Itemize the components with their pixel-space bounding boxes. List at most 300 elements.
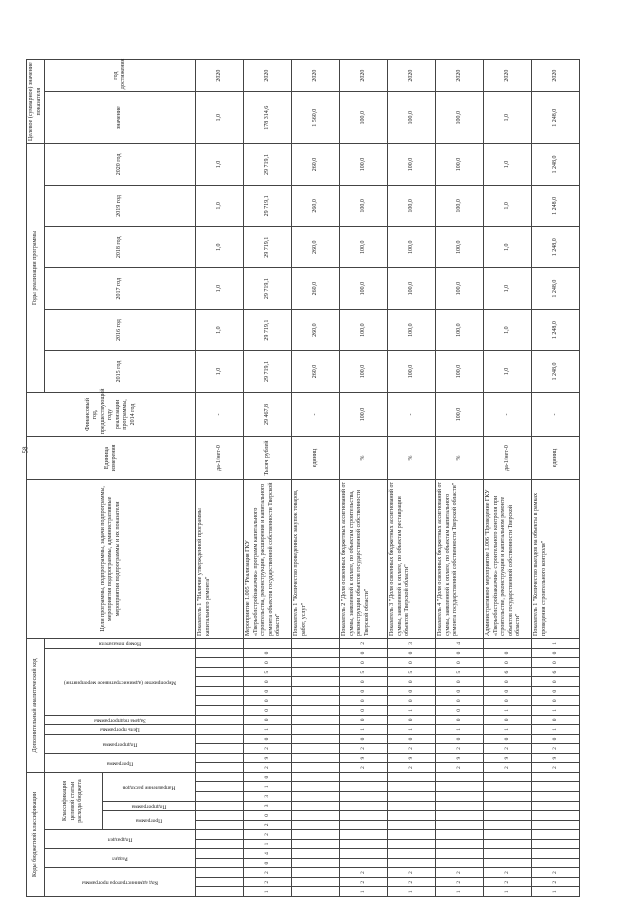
unit-cell: % [436, 437, 484, 479]
code-digit-cell [340, 782, 388, 792]
value-cell-y2020: 1,0 [196, 144, 244, 185]
code-digit-cell: 2 [340, 639, 388, 649]
code-digit-cell: 5 [340, 667, 388, 677]
unit-cell: единиц [532, 437, 580, 479]
code-digit-cell [196, 839, 244, 849]
table-row [532, 60, 580, 897]
value-cell-fin: 100,0 [436, 392, 484, 437]
value-cell-y2015: 1,0 [484, 351, 532, 392]
code-digit-cell [292, 667, 340, 677]
program-indicators-table [26, 59, 580, 897]
value-cell-fin: - [532, 392, 580, 437]
value-cell-tyear: 2020 [196, 60, 244, 92]
code-digit-cell: 0 [436, 696, 484, 706]
unit-cell: % [388, 437, 436, 479]
code-digit-cell [484, 830, 532, 840]
value-cell-tval: 178 314,6 [244, 92, 292, 144]
code-digit-cell: 0 [484, 648, 532, 658]
code-digit-cell: 0 [532, 686, 580, 696]
cel-programmy-header: Цель программы [45, 725, 196, 735]
year-2019-header: 2019 год [45, 185, 196, 226]
table-body [196, 60, 580, 897]
code-digit-cell [436, 801, 484, 811]
code-digit-cell: 1 [340, 887, 388, 897]
code-digit-cell [196, 667, 244, 677]
code-digit-cell: 2 [340, 763, 388, 773]
code-digit-cell [388, 782, 436, 792]
code-digit-cell: 0 [532, 658, 580, 668]
code-digit-cell [292, 715, 340, 725]
value-cell-y2020: 29 719,1 [244, 144, 292, 185]
table-row [484, 60, 532, 897]
code-digit-cell: 2 [532, 877, 580, 887]
code-digit-cell: 1 [388, 725, 436, 735]
value-cell-y2015: 1,0 [196, 351, 244, 392]
code-digit-cell: 0 [244, 696, 292, 706]
code-digit-cell: 2 [388, 744, 436, 754]
code-digit-cell: 2 [340, 877, 388, 887]
value-cell-y2020: 100,0 [436, 144, 484, 185]
code-digit-cell [196, 753, 244, 763]
value-cell-y2017: 100,0 [340, 268, 388, 309]
code-digit-cell [484, 782, 532, 792]
code-digit-cell [388, 830, 436, 840]
code-digit-cell: 2 [244, 744, 292, 754]
zadacha-header: Задача подпрограммы [45, 715, 196, 725]
code-digit-cell [244, 639, 292, 649]
code-digit-cell: 0 [340, 706, 388, 716]
unit-column-header: Единица измерения [27, 437, 196, 479]
code-digit-cell [292, 801, 340, 811]
code-digit-cell: 1 [340, 725, 388, 735]
value-cell-y2019: 1,0 [196, 185, 244, 226]
table-row [292, 60, 340, 897]
code-digit-cell [292, 791, 340, 801]
code-digit-cell [292, 887, 340, 897]
code-digit-cell: 2 [388, 868, 436, 878]
value-cell-y2015: 260,0 [292, 351, 340, 392]
value-cell-y2016: 1 248,0 [532, 309, 580, 350]
code-digit-cell: 0 [436, 686, 484, 696]
value-cell-y2015: 100,0 [340, 351, 388, 392]
code-digit-cell: 0 [484, 658, 532, 668]
code-digit-cell: 0 [388, 677, 436, 687]
indicator-name-cell: Административное мероприятие 1.006 "Проведение ГКУ «Тверьоблстройзаказчик» строительного контроля при строительстве, реконструкции и капитальном ремонте объектов государственной собственности Тверской области" [484, 479, 532, 638]
value-cell-y2016: 100,0 [388, 309, 436, 350]
code-digit-cell [388, 791, 436, 801]
code-digit-cell [388, 858, 436, 868]
value-cell-tval: 1,0 [484, 92, 532, 144]
code-digit-cell [388, 772, 436, 782]
value-cell-y2016: 100,0 [340, 309, 388, 350]
code-digit-cell: 0 [436, 715, 484, 725]
code-digit-cell: 1 [532, 639, 580, 649]
value-cell-y2016: 1,0 [196, 309, 244, 350]
code-digit-cell [292, 858, 340, 868]
code-digit-cell: 0 [244, 648, 292, 658]
razdel-header: Раздел [45, 849, 196, 868]
podrazdel-header: Подраздел [45, 830, 196, 849]
code-digit-cell [292, 696, 340, 706]
code-digit-cell: 2 [436, 868, 484, 878]
code-digit-cell: 0 [484, 715, 532, 725]
target-year-header: год достижения [45, 60, 196, 92]
code-digit-cell: 0 [340, 734, 388, 744]
code-digit-cell: 2 [244, 763, 292, 773]
code-digit-cell [388, 849, 436, 859]
code-digit-cell: 4 [436, 639, 484, 649]
programma-header: Программа [103, 811, 196, 830]
code-digit-cell [292, 868, 340, 878]
code-digit-cell: 5 [388, 667, 436, 677]
code-digit-cell [292, 744, 340, 754]
page-number: 58 [21, 446, 30, 454]
code-digit-cell [292, 830, 340, 840]
code-digit-cell [292, 849, 340, 859]
header-row-1 [27, 60, 45, 897]
code-digit-cell: 1 [388, 706, 436, 716]
code-digit-cell [484, 849, 532, 859]
code-digit-cell: 0 [532, 715, 580, 725]
code-digit-cell [436, 839, 484, 849]
value-cell-y2015: 1 248,0 [532, 351, 580, 392]
code-digit-cell [340, 811, 388, 821]
value-cell-tyear: 2020 [244, 60, 292, 92]
value-cell-y2016: 260,0 [292, 309, 340, 350]
code-digit-cell: 0 [484, 677, 532, 687]
code-digit-cell [292, 782, 340, 792]
code-digit-cell: 0 [532, 696, 580, 706]
year-2018-header: 2018 год [45, 227, 196, 268]
code-digit-cell: 3 [388, 639, 436, 649]
code-digit-cell [484, 839, 532, 849]
code-digit-cell: 2 [484, 868, 532, 878]
code-digit-cell: 1 [244, 782, 292, 792]
meropriyatie-header: Мероприятие (административное мероприятие) [45, 648, 196, 715]
code-digit-cell [196, 791, 244, 801]
code-digit-cell [196, 877, 244, 887]
code-digit-cell [532, 782, 580, 792]
code-digit-cell [532, 772, 580, 782]
code-digit-cell: 1 [532, 706, 580, 716]
code-digit-cell: 9 [484, 753, 532, 763]
code-digit-cell [292, 811, 340, 821]
code-digit-cell [436, 791, 484, 801]
code-digit-cell: 0 [340, 686, 388, 696]
value-cell-y2020: 100,0 [340, 144, 388, 185]
rotated-page-content [26, 59, 614, 897]
code-digit-cell: 1 [532, 725, 580, 735]
addcode-group-header: Дополнительный аналитический код [27, 639, 45, 773]
value-cell-y2019: 260,0 [292, 185, 340, 226]
code-digit-cell: 0 [388, 734, 436, 744]
code-digit-cell [436, 849, 484, 859]
code-digit-cell [532, 791, 580, 801]
code-digit-cell [196, 715, 244, 725]
code-digit-cell: 2 [436, 763, 484, 773]
table-row [244, 60, 292, 897]
code-digit-cell: 2 [244, 820, 292, 830]
code-digit-cell: 2 [532, 763, 580, 773]
code-digit-cell [436, 811, 484, 821]
code-digit-cell: 6 [532, 667, 580, 677]
value-cell-tyear: 2020 [388, 60, 436, 92]
code-digit-cell: 0 [388, 715, 436, 725]
code-digit-cell [532, 849, 580, 859]
code-digit-cell: 1 [532, 887, 580, 897]
code-digit-cell [292, 877, 340, 887]
code-digit-cell [436, 820, 484, 830]
value-cell-tyear: 2020 [436, 60, 484, 92]
value-cell-y2020: 100,0 [388, 144, 436, 185]
value-cell-y2016: 1,0 [484, 309, 532, 350]
code-digit-cell: 6 [484, 667, 532, 677]
target-group-header: Целевое (суммарное) значение показателя [27, 60, 45, 144]
code-digit-cell: 0 [388, 648, 436, 658]
fin-year-header: Финансовый год, предшествующий году реализации программы, 2014 год [27, 392, 196, 437]
indicator-name-cell: Показатель 4 "Доля освоенных бюджетных ассигнований от суммы, заявленной к оплате, по объектам капитального ремонта государственной собственности Тверской области" [436, 479, 484, 638]
value-cell-tval: 1 560,0 [292, 92, 340, 144]
code-digit-cell: 5 [244, 667, 292, 677]
code-digit-cell [388, 820, 436, 830]
code-digit-cell: 1 [436, 887, 484, 897]
code-digit-cell [292, 648, 340, 658]
code-digit-cell: 9 [532, 753, 580, 763]
code-digit-cell [340, 801, 388, 811]
value-cell-y2015: 100,0 [436, 351, 484, 392]
value-cell-tval: 100,0 [436, 92, 484, 144]
code-digit-cell [388, 839, 436, 849]
code-digit-cell [292, 763, 340, 773]
napravlenie-header: Направление расходов [103, 772, 196, 801]
code-digit-cell [292, 658, 340, 668]
value-cell-y2019: 29 719,1 [244, 185, 292, 226]
code-digit-cell [340, 820, 388, 830]
code-digit-cell [196, 820, 244, 830]
code-digit-cell: 0 [340, 715, 388, 725]
code-digit-cell [436, 782, 484, 792]
code-digit-cell: 9 [340, 753, 388, 763]
code-digit-cell: 0 [484, 734, 532, 744]
value-cell-y2017: 100,0 [436, 268, 484, 309]
code-digit-cell [532, 811, 580, 821]
code-digit-cell: 0 [244, 658, 292, 668]
code-digit-cell: 2 [484, 877, 532, 887]
code-digit-cell: 0 [244, 811, 292, 821]
unit-cell: единиц [292, 437, 340, 479]
code-digit-cell: 4 [244, 849, 292, 859]
code-digit-cell [196, 858, 244, 868]
value-cell-y2020: 1,0 [484, 144, 532, 185]
code-digit-cell [196, 696, 244, 706]
code-digit-cell: 0 [484, 686, 532, 696]
code-digit-cell: 0 [532, 734, 580, 744]
value-cell-y2019: 1,0 [484, 185, 532, 226]
code-digit-cell: 0 [436, 658, 484, 668]
value-cell-tyear: 2020 [292, 60, 340, 92]
value-cell-fin: - [292, 392, 340, 437]
code-digit-cell: 2 [388, 763, 436, 773]
value-cell-y2015: 100,0 [388, 351, 436, 392]
code-digit-cell [484, 820, 532, 830]
code-digit-cell: 5 [436, 667, 484, 677]
code-digit-cell [292, 753, 340, 763]
code-digit-cell: 2 [340, 868, 388, 878]
code-digit-cell: 0 [532, 648, 580, 658]
value-cell-fin: - [484, 392, 532, 437]
indicator-name-cell: Мероприятие 1.005 "Реализация ГКУ «Тверьоблстройзаказчик» программ капитального строительства, реконструкции, расширения и капитального ремонта объектов государственной собственности Тверской области" [244, 479, 292, 638]
code-digit-cell [484, 772, 532, 782]
code-digit-cell [292, 820, 340, 830]
podprogramma-header: Подпрограмма [103, 801, 196, 811]
value-cell-y2015: 29 719,1 [244, 351, 292, 392]
code-digit-cell [340, 772, 388, 782]
table-row [436, 60, 484, 897]
code-digit-cell [196, 677, 244, 687]
value-cell-y2018: 29 719,1 [244, 227, 292, 268]
value-cell-y2018: 100,0 [436, 227, 484, 268]
code-digit-cell [196, 849, 244, 859]
value-cell-y2019: 100,0 [340, 185, 388, 226]
code-digit-cell [484, 639, 532, 649]
code-digit-cell [532, 801, 580, 811]
code-digit-cell: 1 [244, 839, 292, 849]
code-digit-cell: 0 [244, 715, 292, 725]
unit-cell: да-1/нет-0 [484, 437, 532, 479]
code-digit-cell: 0 [244, 677, 292, 687]
year-2020-header: 2020 год [45, 144, 196, 185]
code-digit-cell [196, 706, 244, 716]
code-digit-cell: 2 [244, 830, 292, 840]
code-digit-cell [340, 830, 388, 840]
value-cell-tyear: 2020 [340, 60, 388, 92]
value-cell-y2016: 100,0 [436, 309, 484, 350]
code-digit-cell: 0 [388, 696, 436, 706]
value-cell-y2017: 1 248,0 [532, 268, 580, 309]
value-cell-tyear: 2020 [484, 60, 532, 92]
value-cell-y2019: 100,0 [388, 185, 436, 226]
code-digit-cell [340, 858, 388, 868]
code-digit-cell: 0 [388, 686, 436, 696]
code-digit-cell [388, 801, 436, 811]
code-digit-cell: 0 [244, 858, 292, 868]
code-digit-cell: 0 [244, 706, 292, 716]
code-digit-cell [196, 772, 244, 782]
value-cell-fin: 29 467,8 [244, 392, 292, 437]
code-digit-cell: 2 [484, 763, 532, 773]
value-cell-y2018: 260,0 [292, 227, 340, 268]
code-digit-cell: 3 [244, 791, 292, 801]
value-cell-y2018: 100,0 [388, 227, 436, 268]
year-2016-header: 2016 год [45, 309, 196, 350]
csr-group-header: Классификация целевой статьи расхода бюджета [45, 772, 103, 829]
code-digit-cell: 9 [436, 753, 484, 763]
indicator-name-cell: Показатель 1 "Количество проведенных закупок товаров, работ, услуг" [292, 479, 340, 638]
indicator-name-cell: Показатель 2 "Доля освоенных бюджетных ассигнований от суммы, заявленной к оплате, по объектам строительства, реконструкции объектов государственной собственности Тверской области" [340, 479, 388, 638]
code-digit-cell [436, 830, 484, 840]
add-programma-header: Программа [45, 753, 196, 772]
code-digit-cell [340, 849, 388, 859]
value-cell-y2017: 260,0 [292, 268, 340, 309]
code-digit-cell: 0 [340, 648, 388, 658]
code-digit-cell: 2 [244, 868, 292, 878]
value-cell-y2017: 1,0 [196, 268, 244, 309]
code-digit-cell [340, 839, 388, 849]
code-digit-cell [340, 791, 388, 801]
table-row [388, 60, 436, 897]
code-digit-cell: 0 [388, 658, 436, 668]
code-digit-cell [196, 801, 244, 811]
value-cell-tval: 100,0 [388, 92, 436, 144]
code-digit-cell: 1 [436, 725, 484, 735]
code-digit-cell: 1 [388, 887, 436, 897]
admin-code-header: Код администратора программы [45, 868, 196, 897]
code-digit-cell [196, 734, 244, 744]
code-digit-cell: 9 [244, 753, 292, 763]
value-cell-y2019: 1 248,0 [532, 185, 580, 226]
code-digit-cell [484, 791, 532, 801]
indicator-name-cell: Показатель 1 "Наличие утвержденной программы капитального ремонта" [196, 479, 244, 638]
value-cell-y2020: 1 248,0 [532, 144, 580, 185]
code-digit-cell [532, 858, 580, 868]
code-digit-cell: 0 [532, 677, 580, 687]
code-digit-cell: 1 [244, 725, 292, 735]
code-digit-cell [532, 839, 580, 849]
unit-cell: Тысяч рублей [244, 437, 292, 479]
code-digit-cell: 2 [388, 877, 436, 887]
code-digit-cell [532, 830, 580, 840]
code-digit-cell [292, 772, 340, 782]
code-digit-cell: 2 [340, 744, 388, 754]
code-digit-cell [292, 677, 340, 687]
code-digit-cell: 0 [340, 677, 388, 687]
value-cell-y2018: 1 248,0 [532, 227, 580, 268]
years-group-header: Годы реализации программы [27, 144, 45, 392]
indicator-name-cell: Показатель 3 "Доля освоенных бюджетных ассигнований от суммы, заявленной к оплате, по объектам реставрации объектов Тверской области" [388, 479, 436, 638]
unit-cell: да-1/нет-0 [196, 437, 244, 479]
target-value-header: значение [45, 92, 196, 144]
value-cell-tyear: 2020 [532, 60, 580, 92]
add-podprogramma-header: Подпрограмма [45, 734, 196, 753]
value-cell-y2018: 1,0 [196, 227, 244, 268]
code-digit-cell: 0 [436, 734, 484, 744]
value-cell-tval: 100,0 [340, 92, 388, 144]
code-digit-cell [196, 811, 244, 821]
value-cell-y2017: 1,0 [484, 268, 532, 309]
code-digit-cell: 0 [340, 658, 388, 668]
code-digit-cell: 3 [244, 801, 292, 811]
code-digit-cell: 1 [244, 887, 292, 897]
code-digit-cell [196, 887, 244, 897]
code-digit-cell [196, 648, 244, 658]
code-digit-cell [292, 734, 340, 744]
code-digit-cell [388, 811, 436, 821]
value-cell-y2018: 100,0 [340, 227, 388, 268]
value-cell-y2016: 29 719,1 [244, 309, 292, 350]
code-digit-cell [532, 820, 580, 830]
code-digit-cell [292, 686, 340, 696]
value-cell-y2019: 100,0 [436, 185, 484, 226]
code-digit-cell [292, 639, 340, 649]
unit-cell: % [340, 437, 388, 479]
code-digit-cell [436, 772, 484, 782]
code-digit-cell: 1 [484, 887, 532, 897]
code-digit-cell [196, 686, 244, 696]
name-column-header: Цели программы, подпрограммы, задачи подпрограммы, мероприятия подпрограммы, административные мероприятия подпрограммы и их показатели [27, 479, 196, 638]
code-digit-cell: 0 [244, 686, 292, 696]
code-digit-cell: 1 [484, 725, 532, 735]
table-row [196, 60, 244, 897]
